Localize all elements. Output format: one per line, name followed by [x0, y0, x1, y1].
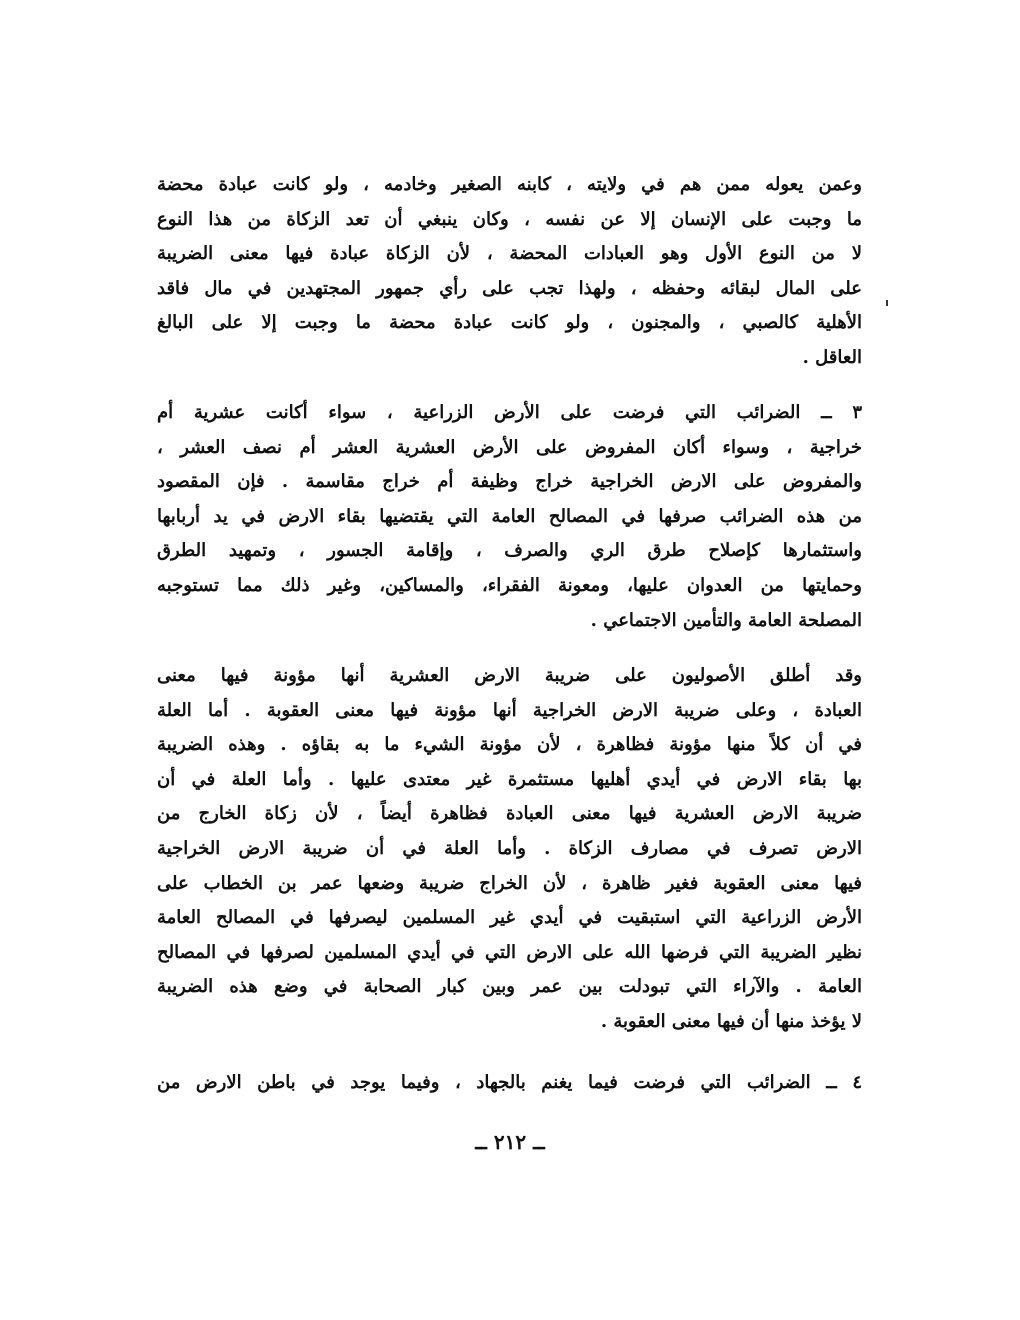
text-line: وقد أطلق الأصوليون على ضريبة الارض العشرية أنها مؤونة فيها معنى	[157, 665, 862, 686]
text-line: من هذه الضرائب صرفها في المصالح العامة التي يقتضيها بقاء الارض في يد أربابها	[157, 505, 862, 527]
text-line: نظير الضريبة التي فرضها الله على الارض التي في أيدي المسلمين لصرفها في المصالح	[157, 941, 862, 963]
text-line: وحمايتها من العدوان عليها، ومعونة الفقراء، والمساكين، وغير ذلك مما تستوجبه	[157, 574, 862, 596]
text-line: لا يؤخذ منها أن فيها معنى العقوبة .	[600, 1010, 862, 1032]
text-line: ٤ ــ الضرائب التي فرضت فيما يغنم بالجهاد ، وفيما يوجد في باطن الارض من	[157, 1072, 862, 1093]
paragraph-3	[157, 659, 862, 1040]
text-line: ٣ ــ الضرائب التي فرضت على الأرض الزراعية ، سواء أكانت عشرية أم	[157, 402, 862, 423]
text-line: خراجية ، وسواء أكان المفروض على الأرض العشرية العشر أم نصف العشر ،	[157, 436, 862, 458]
margin-mark	[886, 300, 888, 306]
text-line: وعمن يعوله ممن هم في ولايته ، كابنه الصغير وخادمه ، ولو كانت عبادة محضة	[157, 174, 862, 195]
page-number: ــ ٢١٢ ــ	[475, 1130, 545, 1154]
text-line: واستثمارها كإصلاح طرق الري والصرف ، وإقامة الجسور ، وتمهيد الطرق	[157, 540, 862, 562]
text-line: فيها معنى العقوبة فغير ظاهرة ، لأن الخراج ضريبة وضعها عمر بن الخطاب على	[157, 872, 862, 894]
paragraph-4	[157, 1066, 862, 1101]
text-line: العبادة ، وعلى ضريبة الارض الخراجية أنها مؤونة فيها معنى العقوبة . أما العلة	[157, 699, 862, 721]
text-line: الأهلية كالصبي ، والمجنون ، ولو كانت عبادة محضة ما وجبت إلا على البالغ	[157, 312, 862, 334]
text-line: لا من النوع الأول وهو العبادات المحضة ، لأن الزكاة عبادة فيها معنى الضريبة	[157, 243, 862, 265]
text-line: والمفروض على الارض الخراجية خراج وظيفة أم خراج مقاسمة . فإن المقصود	[157, 471, 862, 493]
text-line: في أن كلاً منها مؤونة فظاهرة ، لأن مؤونة الشيء ما به بقاؤه . وهذه الضريبة	[157, 734, 862, 756]
text-line: العامة . والآراء التي تبودلت بين عمر وبين كبار الصحابة في وضع هذه الضريبة	[157, 976, 862, 998]
text-line: الأرض الزراعية التي استبقيت في أيدي غير المسلمين ليصرفها في المصالح العامة	[157, 907, 862, 929]
paragraph-1	[157, 168, 862, 376]
paragraph-2	[157, 396, 862, 638]
text-line: العاقل .	[802, 346, 862, 368]
text-line: على المال لبقائه وحفظه ، ولهذا تجب على رأي جمهور المجتهدين في مال فاقد	[157, 277, 862, 299]
text-line: بها بقاء الارض في أيدي أهليها مستثمرة غير معتدى عليها . وأما العلة في أن	[157, 768, 862, 790]
text-line: المصلحة العامة والتأمين الاجتماعي .	[590, 609, 862, 631]
text-line: الارض تصرف في مصارف الزكاة . وأما العلة في أن ضريبة الارض الخراجية	[157, 837, 862, 859]
text-line: ضريبة الارض العشرية فيها معنى العبادة فظاهرة أيضاً ، لأن زكاة الخارج من	[157, 803, 862, 825]
text-line: ما وجبت على الإنسان إلا عن نفسه ، وكان ينبغي أن تعد الزكاة من هذا النوع	[157, 208, 862, 230]
